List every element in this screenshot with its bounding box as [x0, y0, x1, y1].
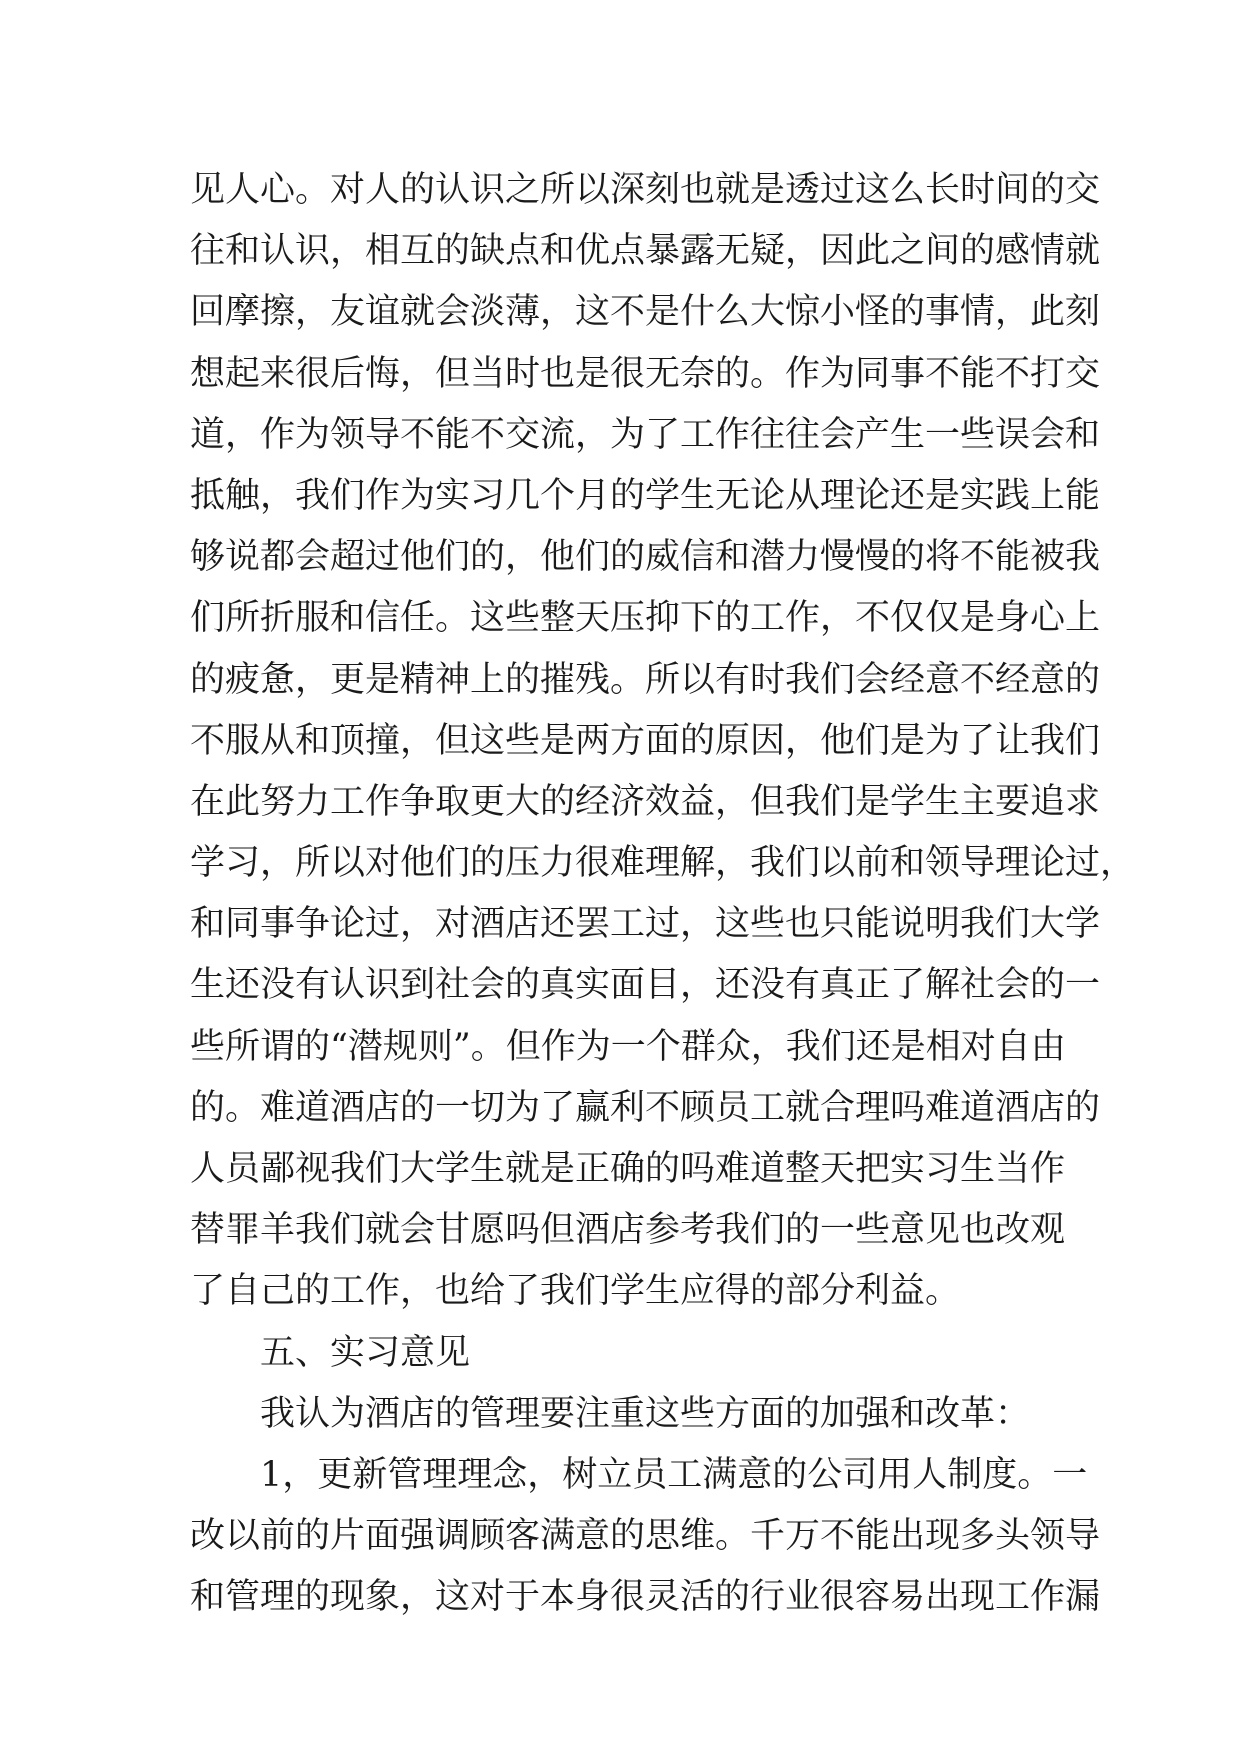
text-line: 在此努力工作争取更大的经济效益，但我们是学生主要追求	[190, 781, 1101, 822]
text-line: 见人心。对人的认识之所以深刻也就是透过这么长时间的交	[190, 170, 1101, 210]
text-line: 生还没有认识到社会的真实面目，还没有真正了解社会的一	[190, 965, 1101, 1006]
text-line: 和同事争论过，对酒店还罢工过，这些也只能说明我们大学	[190, 904, 1101, 945]
text-line: 往和认识，相互的缺点和优点暴露无疑，因此之间的感情就	[190, 231, 1101, 272]
text-line: 改以前的片面强调顾客满意的思维。千万不能出现多头领导	[190, 1516, 1101, 1557]
text-line: 和管理的现象，这对于本身很灵活的行业很容易出现工作漏	[190, 1577, 1101, 1618]
text-line: 回摩擦，友谊就会淡薄，这不是什么大惊小怪的事情，此刻	[190, 292, 1101, 333]
text-line: 些所谓的“潜规则”。但作为一个群众，我们还是相对自由	[190, 1026, 1066, 1067]
text-line: 们所折服和信任。这些整天压抑下的工作，不仅仅是身心上	[190, 598, 1101, 639]
text-line: 的疲惫，更是精神上的摧残。所以有时我们会经意不经意的	[190, 659, 1101, 700]
text-line: 了自己的工作，也给了我们学生应得的部分利益。	[190, 1271, 961, 1312]
section-heading: 五、实习意见	[260, 1332, 471, 1373]
text-line: 替罪羊我们就会甘愿吗但酒店参考我们的一些意见也改观	[190, 1210, 1066, 1251]
text-line: 道，作为领导不能不交流，为了工作往往会产生一些误会和	[190, 414, 1101, 455]
text-line: 人员鄙视我们大学生就是正确的吗难道整天把实习生当作	[190, 1149, 1066, 1189]
text-line: 抵触，我们作为实习几个月的学生无论从理论还是实践上能	[190, 475, 1101, 516]
text-line: 够说都会超过他们的，他们的威信和潜力慢慢的将不能被我	[190, 537, 1101, 578]
text-line: 想起来很后悔，但当时也是很无奈的。作为同事不能不打交	[190, 353, 1101, 394]
body-text	[190, 160, 1136, 1629]
text-line: 学习，所以对他们的压力很难理解，我们以前和领导理论过，	[190, 843, 1136, 884]
text-line: 的。难道酒店的一切为了赢利不顾员工就合理吗难道酒店的	[190, 1087, 1101, 1128]
text-line: 不服从和顶撞，但这些是两方面的原因，他们是为了让我们	[190, 720, 1101, 761]
list-item: 1，更新管理理念，树立员工满意的公司用人制度。一	[260, 1454, 1088, 1495]
text-line: 我认为酒店的管理要注重这些方面的加强和改革：	[260, 1393, 1031, 1434]
